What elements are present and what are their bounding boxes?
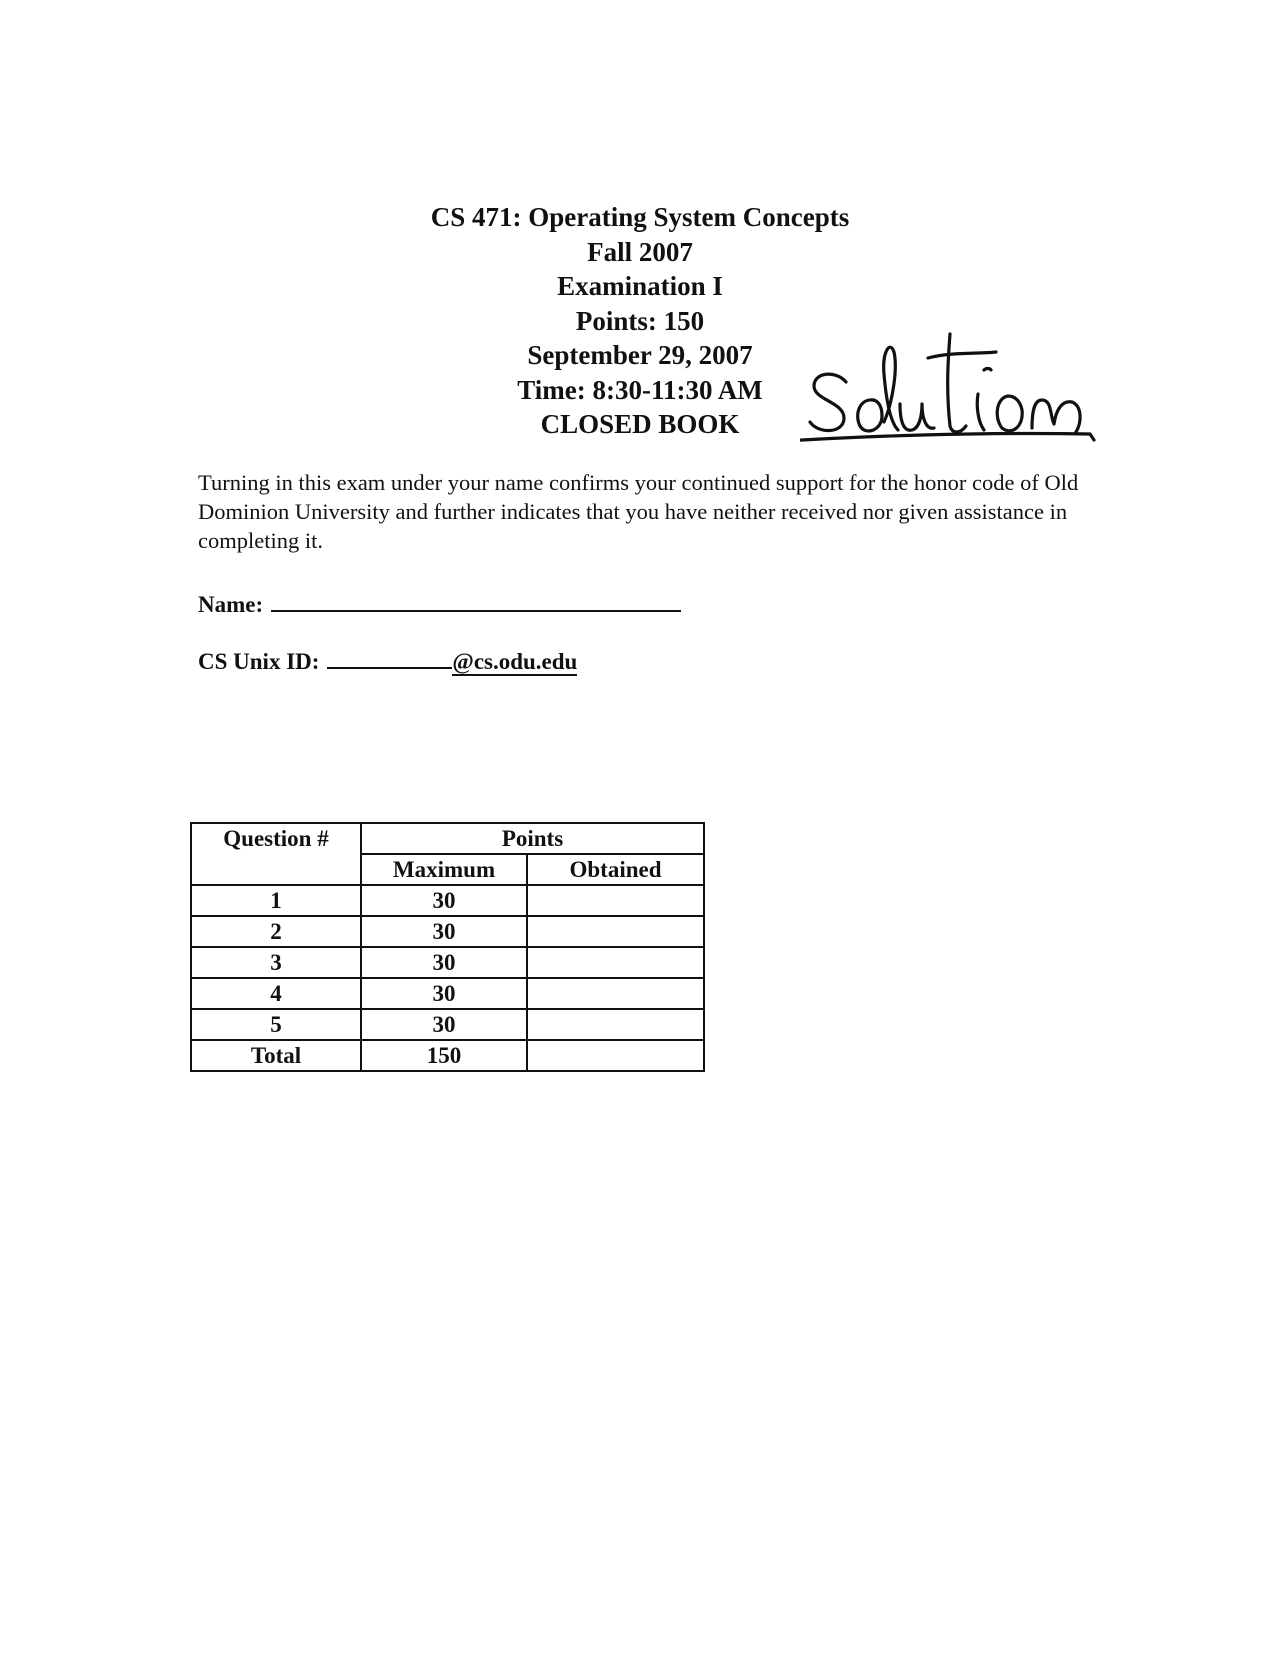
table-row <box>191 978 704 1009</box>
term: Fall 2007 <box>587 236 693 267</box>
maximum-cell: 30 <box>361 978 527 1009</box>
maximum-cell: 30 <box>361 947 527 978</box>
total-maximum-cell: 150 <box>361 1040 527 1071</box>
question-cell: 3 <box>191 947 361 978</box>
name-field-row <box>198 590 681 618</box>
table-header-row <box>191 823 704 854</box>
maximum-cell: 30 <box>361 885 527 916</box>
unix-id-field-row <box>198 647 577 676</box>
exam-date: September 29, 2007 <box>527 340 753 370</box>
exam-title: Examination I <box>557 271 723 301</box>
unix-id-label: CS Unix ID: <box>198 649 320 674</box>
total-points: Points: 150 <box>575 305 705 336</box>
course-title: CS 471: Operating System Concepts <box>430 202 850 232</box>
question-header: Question # <box>191 823 361 885</box>
score-table <box>190 822 705 1072</box>
table-row <box>191 947 704 978</box>
table-row <box>191 885 704 916</box>
exam-time: Time: 8:30-11:30 AM <box>517 374 763 405</box>
name-label: Name: <box>198 592 264 617</box>
obtained-cell[interactable] <box>527 885 704 916</box>
question-cell: 5 <box>191 1009 361 1040</box>
question-cell: 2 <box>191 916 361 947</box>
total-obtained-cell[interactable] <box>527 1040 704 1071</box>
obtained-cell[interactable] <box>527 978 704 1009</box>
points-header: Points <box>361 823 704 854</box>
obtained-cell[interactable] <box>527 947 704 978</box>
obtained-cell[interactable] <box>527 1009 704 1040</box>
maximum-cell: 30 <box>361 916 527 947</box>
handwritten-solution-mark <box>800 330 1100 470</box>
maximum-cell: 30 <box>361 1009 527 1040</box>
total-label-cell: Total <box>191 1040 361 1071</box>
name-blank-line[interactable] <box>271 590 681 612</box>
book-policy: CLOSED BOOK <box>540 409 740 439</box>
maximum-header: Maximum <box>361 854 527 885</box>
table-row <box>191 916 704 947</box>
table-total-row <box>191 1040 704 1071</box>
obtained-cell[interactable] <box>527 916 704 947</box>
question-cell: 4 <box>191 978 361 1009</box>
unix-domain: @cs.odu.edu <box>452 649 578 674</box>
obtained-header: Obtained <box>527 854 704 885</box>
table-row <box>191 1009 704 1040</box>
unix-id-blank-line[interactable] <box>327 647 452 669</box>
question-cell: 1 <box>191 885 361 916</box>
honor-statement: Turning in this exam under your name confirms your continued support for the honor code of Old Dominion University and further indicates that you have neither received nor given assistance in completing it. <box>198 470 1079 553</box>
